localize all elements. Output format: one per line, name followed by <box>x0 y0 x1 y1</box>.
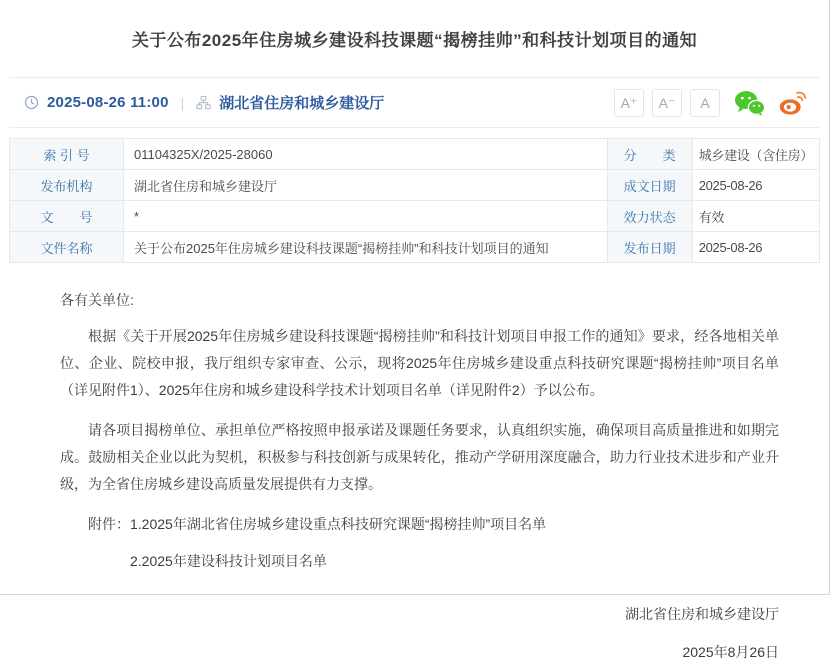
table-row <box>10 170 820 201</box>
signature-org: 湖北省住房和城乡建设厅 <box>625 606 779 622</box>
meta-separator: | <box>180 94 185 111</box>
page-title: 关于公布2025年住房城乡建设科技课题“揭榜挂帅”和科技计划项目的通知 <box>131 31 698 50</box>
info-value: 城乡建设（含住房） <box>692 139 819 170</box>
org-sitemap-icon <box>196 95 211 110</box>
info-label: 文 号 <box>10 201 124 232</box>
source-link[interactable]: 湖北省住房和城乡建设厅 <box>219 95 385 112</box>
wechat-share-icon[interactable] <box>734 90 765 116</box>
info-table-wrap <box>9 138 820 263</box>
info-label: 文件名称 <box>10 232 124 263</box>
info-value: 2025-08-26 <box>692 170 819 201</box>
table-row <box>10 139 820 170</box>
font-smaller-button[interactable]: A⁻ <box>652 89 682 117</box>
signature-date: 2025年8月26日 <box>682 644 779 660</box>
publish-time: 2025-08-26 11:00 <box>47 94 169 111</box>
info-label: 效力状态 <box>607 201 692 232</box>
attachment-line-1: 附件：1.2025年湖北省住房城乡建设重点科技研究课题“揭榜挂帅”项目名单 <box>88 516 547 532</box>
salutation: 各有关单位: <box>60 292 134 308</box>
meta-bar <box>0 78 829 127</box>
document-info-table <box>9 138 820 263</box>
weibo-share-icon[interactable] <box>779 90 807 115</box>
body-paragraph-2: 请各项目揭榜单位、承担单位严格按照申报承诺及课题任务要求，认真组织实施，确保项目高质量推进和如期完成。鼓励相关企业以此为契机，积极参与科技创新与成果转化，推动产学研用深度融合，助力行业技术进步和产业升级，为全省住房城乡建设高质量发展提供有力支撑。 <box>60 422 779 492</box>
info-label: 索 引 号 <box>10 139 124 170</box>
info-value: 2025-08-26 <box>692 232 819 263</box>
body-paragraph-1: 根据《关于开展2025年住房城乡建设科技课题“揭榜挂帅”和科技计划项目申报工作的通知》要求，经各地相关单位、企业、院校申报，我厅组织专家审查、公示，现将2025年住房城乡建设重点科技研究课题“揭榜挂帅”项目名单（详见附件1）、2025年住房和城乡建设科学技术计划项目名单（详见附件2）予以公布。 <box>60 328 779 398</box>
font-reset-button[interactable]: A <box>690 89 720 117</box>
info-value: 关于公布2025年住房城乡建设科技课题“揭榜挂帅”和科技计划项目的通知 <box>124 232 608 263</box>
info-value: * <box>124 201 608 232</box>
meta-right <box>614 89 807 117</box>
info-value: 01104325X/2025-28060 <box>124 139 608 170</box>
info-value: 湖北省住房和城乡建设厅 <box>124 170 608 201</box>
font-larger-button[interactable]: A⁺ <box>614 89 644 117</box>
attachment-line-2: 2.2025年建设科技计划项目名单 <box>130 553 327 569</box>
table-row <box>10 232 820 263</box>
document-body <box>0 263 829 666</box>
info-label: 发布日期 <box>607 232 692 263</box>
info-label: 分 类 <box>607 139 692 170</box>
title-bar <box>0 0 829 77</box>
info-label: 发布机构 <box>10 170 124 201</box>
table-row <box>10 201 820 232</box>
divider-meta <box>9 127 820 128</box>
clock-icon <box>24 95 39 110</box>
info-label: 成文日期 <box>607 170 692 201</box>
meta-left <box>24 92 384 113</box>
info-value: 有效 <box>692 201 819 232</box>
